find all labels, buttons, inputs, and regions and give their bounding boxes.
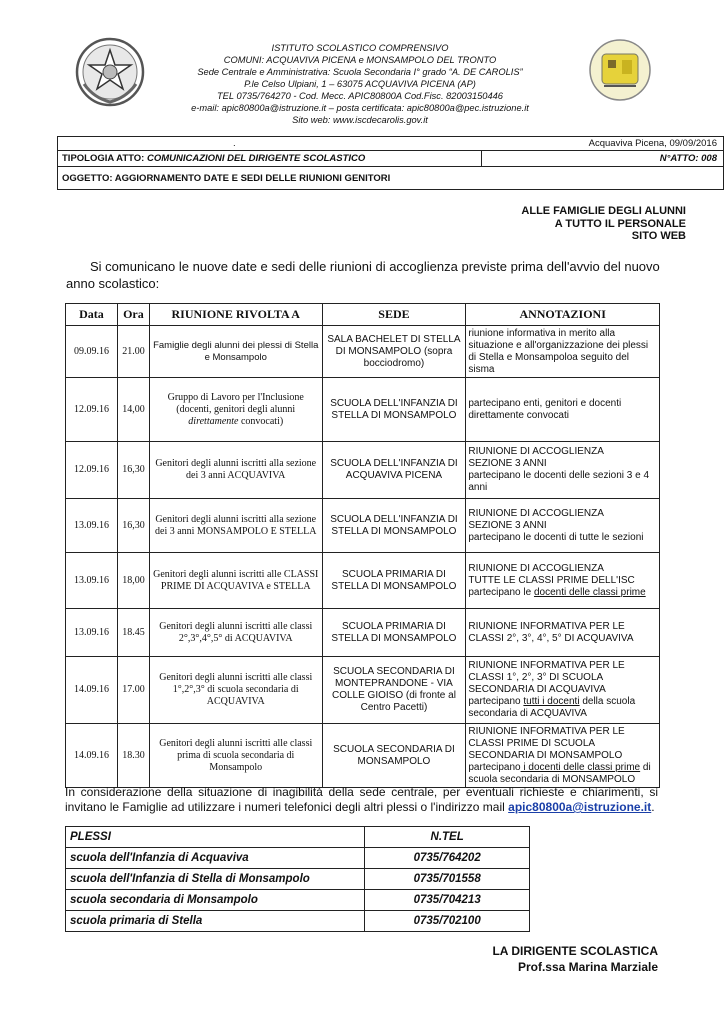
cell-phone: 0735/764202 bbox=[365, 848, 530, 869]
note-line: RIUNIONE DI ACCOGLIENZA bbox=[468, 562, 604, 574]
cell-time: 17.00 bbox=[117, 657, 149, 724]
cell-phone: 0735/704213 bbox=[365, 890, 530, 911]
col-header: SEDE bbox=[322, 304, 466, 326]
header-line: P.le Celso Ulpiani, 1 – 63075 ACQUAVIVA PICENA (AP) bbox=[244, 79, 476, 89]
cell-time: 16,30 bbox=[117, 442, 149, 499]
act-type-value: COMUNICAZIONI DEL DIRIGENTE SCOLASTICO bbox=[146, 153, 366, 164]
note-line: RIUNIONE DI ACCOGLIENZA bbox=[468, 446, 604, 457]
cell-phone: 0735/701558 bbox=[365, 869, 530, 890]
note-line: RIUNIONE INFORMATIVA PER LE CLASSI 1°, 2°, 3° DI SCUOLA SECONDARIA DI ACQUAVIVA bbox=[468, 660, 625, 695]
header-line: Sede Centrale e Amministrativa: Scuola Secondaria I° grado “A. DE CAROLIS” bbox=[197, 67, 523, 77]
col-header: ANNOTAZIONI bbox=[466, 304, 660, 326]
cell-date: 14.09.16 bbox=[66, 724, 118, 788]
table-row bbox=[66, 724, 660, 788]
table-row bbox=[66, 848, 530, 869]
table-row bbox=[66, 499, 660, 553]
cell-date: 12.09.16 bbox=[66, 378, 118, 442]
cell-note bbox=[466, 553, 660, 609]
recipient: A TUTTO IL PERSONALE bbox=[554, 217, 686, 230]
audience-text: (docenti, genitori degli alunni bbox=[176, 403, 296, 415]
phones-header-row bbox=[66, 827, 530, 848]
cell-venue: SCUOLA SECONDARIA DI MONTEPRANDONE - VIA COLLE GIOISO (di fronte al Centro Pacetti) bbox=[322, 657, 466, 724]
col-header: Ora bbox=[117, 304, 149, 326]
table-header-row bbox=[66, 304, 660, 326]
table-row bbox=[66, 657, 660, 724]
note-line: SEZIONE 3 ANNI bbox=[468, 458, 547, 469]
recipient: SITO WEB bbox=[631, 230, 686, 242]
cell-note: RIUNIONE INFORMATIVA PER LE CLASSI 2°, 3°, 4°, 5° DI ACQUAVIVA bbox=[466, 609, 660, 657]
note-line: RIUNIONE INFORMATIVA PER LE CLASSI PRIME DI SCUOLA SECONDARIA DI MONSAMPOLO bbox=[468, 725, 625, 761]
note-line: partecipano bbox=[468, 696, 524, 707]
date-box bbox=[57, 136, 724, 151]
table-row bbox=[66, 890, 530, 911]
cell-audience bbox=[149, 378, 322, 442]
table-row bbox=[66, 911, 530, 932]
phones-table bbox=[65, 826, 530, 932]
note-line: partecipano le docenti delle sezioni 3 e 4 anni bbox=[468, 470, 650, 493]
cell-audience: Genitori degli alunni iscritti alle classi 2°,3°,4°,5° di ACQUAVIVA bbox=[149, 609, 322, 657]
signature-name: Prof.ssa Marina Marziale bbox=[517, 960, 658, 974]
note-underlined: tutti i docenti bbox=[523, 696, 580, 707]
header-line: Sito web: www.iscdecarolis.gov.it bbox=[292, 115, 428, 125]
cell-plesso: scuola dell'Infanzia di Stella di Monsampolo bbox=[66, 869, 365, 890]
note-underlined: docenti delle classi prime bbox=[533, 586, 646, 598]
cell-note bbox=[466, 442, 660, 499]
subject-box bbox=[57, 166, 724, 190]
recipients bbox=[521, 205, 686, 243]
header-line: e-mail: apic80800a@istruzione.it – posta certificata: apic80800a@pec.istruzione.it bbox=[191, 103, 529, 113]
note-line: partecipano bbox=[468, 761, 521, 773]
table-row bbox=[66, 326, 660, 378]
subject: OGGETTO: AGGIORNAMENTO DATE E SEDI DELLE RIUNIONI GENITORI bbox=[62, 173, 391, 184]
intro-paragraph: Si comunicano le nuove date e sedi delle riunioni di accoglienza previste prima dell'avvio del nuovo anno scolastico: bbox=[66, 259, 660, 291]
divider bbox=[481, 151, 482, 166]
cell-venue: SALA BACHELET DI STELLA DI MONSAMPOLO (sopra bocciodromo) bbox=[322, 326, 466, 378]
table-row bbox=[66, 609, 660, 657]
school-logo-icon bbox=[588, 38, 652, 102]
consideration-end: . bbox=[651, 800, 655, 814]
note-line: SEZIONE 3 ANNI bbox=[468, 519, 547, 531]
cell-plesso: scuola primaria di Stella bbox=[66, 911, 365, 932]
cell-time: 21.00 bbox=[117, 326, 149, 378]
col-header: RIUNIONE RIVOLTA A bbox=[149, 304, 322, 326]
email-link[interactable]: apic80800a@istruzione.it bbox=[508, 800, 652, 814]
table-row bbox=[66, 442, 660, 499]
republic-emblem-icon bbox=[74, 36, 146, 108]
act-type bbox=[62, 153, 365, 164]
cell-audience: Genitori degli alunni iscritti alle CLASSI PRIME DI ACQUAVIVA e STELLA bbox=[149, 553, 322, 609]
act-type-box bbox=[57, 150, 724, 167]
place-date: Acquaviva Picena, 09/09/2016 bbox=[588, 138, 717, 149]
cell-audience: Genitori degli alunni iscritti alle classi prima di scuola secondaria di Monsampolo bbox=[149, 724, 322, 788]
cell-audience: Genitori degli alunni iscritti alla sezione dei 3 anni ACQUAVIVA bbox=[149, 442, 322, 499]
note-underlined: i docenti delle classi prime bbox=[520, 761, 641, 773]
cell-note: partecipano enti, genitori e docenti direttamente convocati bbox=[466, 378, 660, 442]
cell-date: 09.09.16 bbox=[66, 326, 118, 378]
note-line: partecipano le bbox=[468, 586, 534, 598]
cell-note bbox=[466, 724, 660, 788]
header-line: COMUNI: ACQUAVIVA PICENA e MONSAMPOLO DEL TRONTO bbox=[223, 55, 497, 65]
header-line: ISTITUTO SCOLASTICO COMPRENSIVO bbox=[271, 43, 449, 53]
cell-date: 13.09.16 bbox=[66, 553, 118, 609]
note-line: RIUNIONE DI ACCOGLIENZA bbox=[468, 507, 604, 519]
audience-text: Gruppo di Lavoro per l'Inclusione bbox=[167, 391, 304, 403]
audience-text: direttamente bbox=[188, 415, 239, 427]
cell-plesso: scuola dell'Infanzia di Acquaviva bbox=[66, 848, 365, 869]
note-line: di scuola secondaria di MONSAMPOLO bbox=[468, 761, 651, 785]
cell-audience: Famiglie degli alunni dei plessi di Stella e Monsampolo bbox=[149, 326, 322, 378]
cell-venue: SCUOLA SECONDARIA DI MONSAMPOLO bbox=[322, 724, 466, 788]
act-number: N°ATTO: 008 bbox=[659, 153, 717, 164]
consideration-text: In considerazione della situazione di inagibilità della sede centrale, per eventuali richieste e chiarimenti, si invitano le Famiglie ad utilizzare i numeri telefonici degli altri plessi o l'indirizzo mail bbox=[65, 785, 658, 814]
cell-phone: 0735/702100 bbox=[365, 911, 530, 932]
cell-date: 13.09.16 bbox=[66, 499, 118, 553]
note-line: TUTTE LE CLASSI PRIME DELL'ISC bbox=[468, 574, 635, 586]
audience-text: convocati) bbox=[238, 415, 284, 427]
table-row bbox=[66, 869, 530, 890]
col-header: PLESSI bbox=[66, 827, 365, 848]
header-line: TEL 0735/764270 - Cod. Mecc. APIC80800A Cod.Fisc. 82003150446 bbox=[217, 91, 503, 101]
cell-note: riunione informativa in merito alla situazione e all'organizzazione dei plessi di Stella e Monsampoloa seguito del sisma bbox=[466, 326, 660, 378]
cell-time: 16,30 bbox=[117, 499, 149, 553]
cell-venue: SCUOLA DELL'INFANZIA DI ACQUAVIVA PICENA bbox=[322, 442, 466, 499]
cell-venue: SCUOLA DELL'INFANZIA DI STELLA DI MONSAMPOLO bbox=[322, 499, 466, 553]
table-row bbox=[66, 378, 660, 442]
cell-time: 18.30 bbox=[117, 724, 149, 788]
cell-venue: SCUOLA PRIMARIA DI STELLA DI MONSAMPOLO bbox=[322, 609, 466, 657]
signature bbox=[492, 943, 658, 975]
cell-note bbox=[466, 657, 660, 724]
cell-venue: SCUOLA PRIMARIA DI STELLA DI MONSAMPOLO bbox=[322, 553, 466, 609]
meetings-table bbox=[65, 303, 660, 788]
note-line: della scuola secondaria di ACQUAVIVA bbox=[468, 696, 636, 719]
cell-time: 18,00 bbox=[117, 553, 149, 609]
cell-audience: Genitori degli alunni iscritti alla sezione dei 3 anni MONSAMPOLO E STELLA bbox=[149, 499, 322, 553]
signature-title: LA DIRIGENTE SCOLASTICA bbox=[492, 944, 658, 958]
col-header: N.TEL bbox=[365, 827, 530, 848]
cell-date: 14.09.16 bbox=[66, 657, 118, 724]
placeholder-dot: . bbox=[233, 138, 236, 149]
note-line: partecipano le docenti di tutte le sezioni bbox=[468, 531, 644, 543]
cell-venue: SCUOLA DELL'INFANZIA DI STELLA DI MONSAMPOLO bbox=[322, 378, 466, 442]
cell-plesso: scuola secondaria di Monsampolo bbox=[66, 890, 365, 911]
cell-date: 13.09.16 bbox=[66, 609, 118, 657]
cell-date: 12.09.16 bbox=[66, 442, 118, 499]
cell-note bbox=[466, 499, 660, 553]
school-header bbox=[150, 42, 570, 126]
table-row bbox=[66, 553, 660, 609]
cell-time: 14,00 bbox=[117, 378, 149, 442]
cell-audience: Genitori degli alunni iscritti alle classi 1°,2°,3° di scuola secondaria di ACQUAVIVA bbox=[149, 657, 322, 724]
consideration-paragraph bbox=[65, 785, 658, 815]
cell-time: 18.45 bbox=[117, 609, 149, 657]
recipient: ALLE FAMIGLIE DEGLI ALUNNI bbox=[521, 205, 686, 217]
act-type-label: TIPOLOGIA ATTO: bbox=[62, 153, 145, 164]
col-header: Data bbox=[66, 304, 118, 326]
